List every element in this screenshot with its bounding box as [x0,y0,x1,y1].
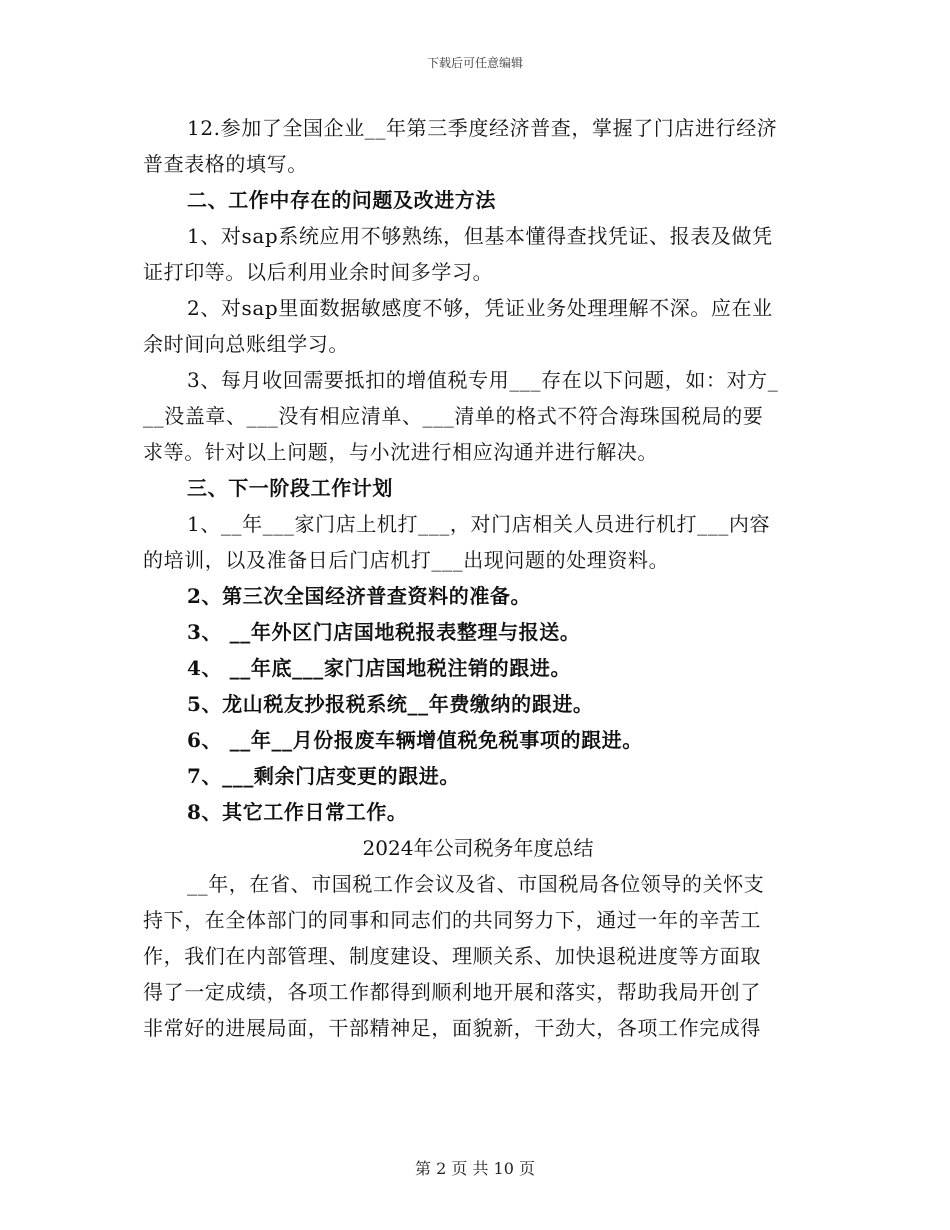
text-line: 12.参加了全国企业__年第三季度经济普查，掌握了门店进行经济 [187,116,778,140]
bold-text-line: 6、 __年__月份报废车辆增值税免税事项的跟进。 [187,728,643,752]
text-line: __年，在省、市国税工作会议及省、市国税局各位领导的关怀支 [187,872,765,896]
text-line: __没盖章、___没有相应清单、___清单的格式不符合海珠国税局的要 [143,404,764,428]
text-line: 证打印等。以后利用业余时间多学习。 [143,260,494,284]
text-line: 1、__年___家门店上机打___，对门店相关人员进行机打___内容 [187,512,771,536]
bold-text-line: 5、龙山税友抄报税系统__年费缴纳的跟进。 [187,692,594,716]
text-line: 非常好的进展局面，干部精神足，面貌新，干劲大，各项工作完成得 [143,1016,761,1040]
text-line: 2、对sap里面数据敏感度不够，凭证业务处理理解不深。应在业 [187,296,773,320]
bold-text-line: 2、第三次全国经济普查资料的准备。 [187,584,532,608]
bold-text-line: 3、 __年外区门店国地税报表整理与报送。 [187,620,581,644]
page-header: 下载后可任意编辑 [426,56,523,70]
text-line: 作，我们在内部管理、制度建设、理顺关系、加快退税进度等方面取 [143,944,761,968]
bold-text-line: 4、 __年底___家门店国地税注销的跟进。 [187,656,572,680]
text-line: 1、对sap系统应用不够熟练，但基本懂得查找凭证、报表及做凭 [187,224,773,248]
bold-text-line: 二、工作中存在的问题及改进方法 [187,188,496,212]
page-footer: 第 2 页 共 10 页 [415,1159,535,1178]
text-line: 的培训，以及准备日后门店机打___出现问题的处理资料。 [143,548,670,572]
text-line: 3、每月收回需要抵扣的增值税专用___存在以下问题，如：对方_ [187,368,779,392]
bold-text-line: 8、其它工作日常工作。 [187,800,408,824]
text-line: 得了一定成绩，各项工作都得到顺利地开展和落实，帮助我局开创了 [143,980,761,1004]
bold-text-line: 三、下一阶段工作计划 [187,476,393,500]
text-line: 持下，在全体部门的同事和同志们的共同努力下，通过一年的辛苦工 [143,908,761,932]
section-title: 2024年公司税务年度总结 [362,836,594,860]
document-body [143,110,813,1046]
bold-text-line: 7、___剩余门店变更的跟进。 [187,764,460,788]
text-line: 求等。针对以上问题，与小沈进行相应沟通并进行解决。 [143,440,658,464]
text-line: 余时间向总账组学习。 [143,332,349,356]
text-line: 普查表格的填写。 [143,152,308,176]
